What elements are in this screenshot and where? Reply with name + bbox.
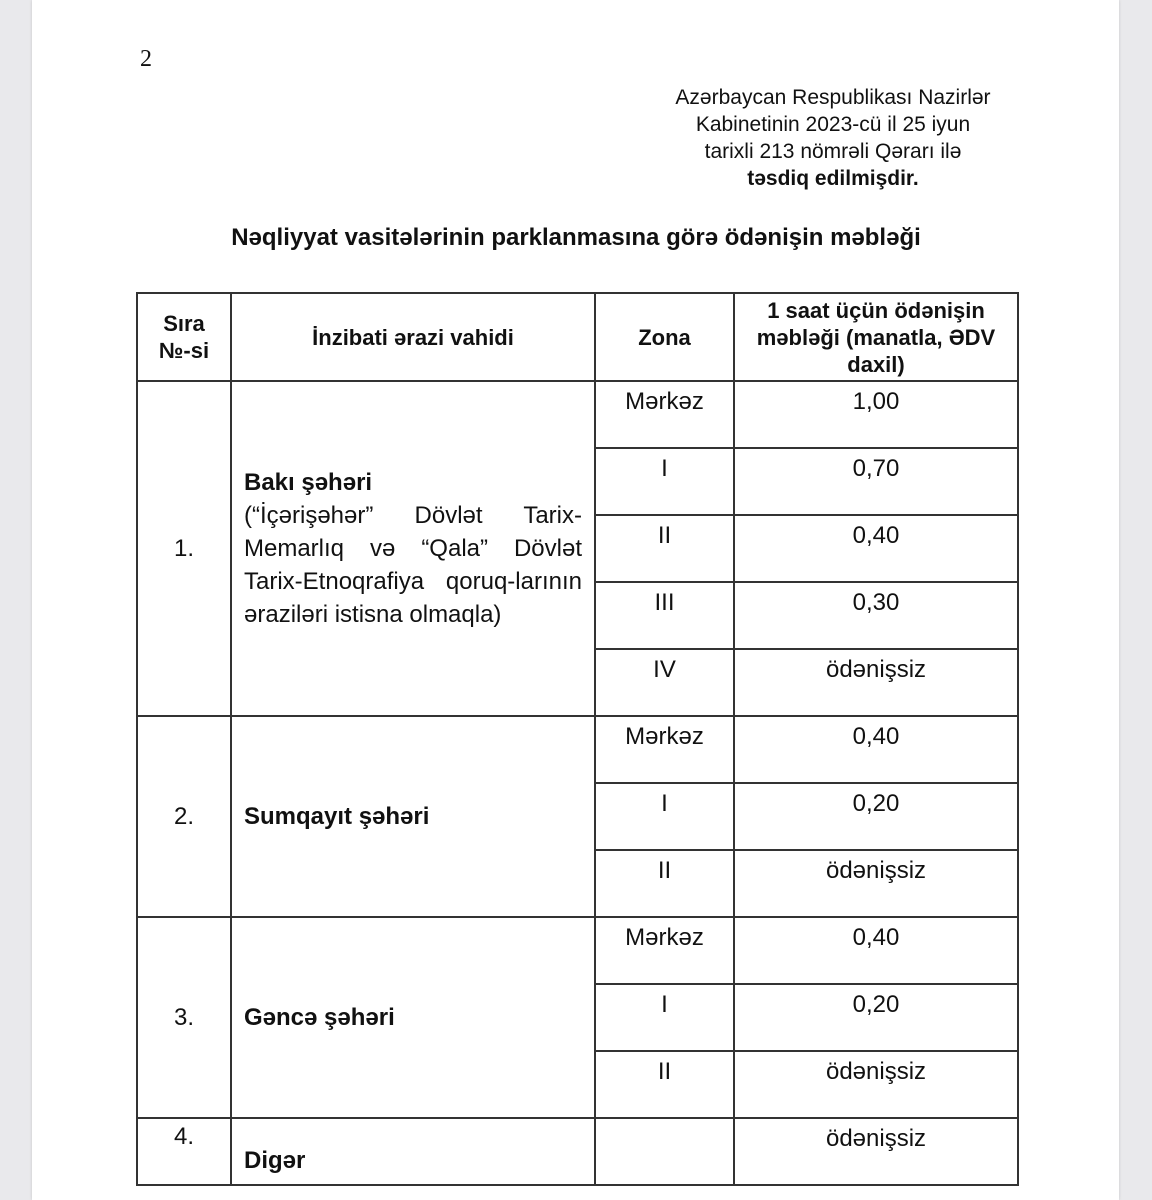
amount-cell: ödənişsiz	[734, 1051, 1018, 1118]
zone-cell: Mərkəz	[595, 917, 734, 984]
unit-note: (“İçərişəhər” Dövlət Tarix-Memarlıq və “Qala” Dövlət Tarix-Etnoqrafiya qoruq-larının əraziləri istisna olmaqla)	[244, 502, 582, 628]
table-row	[137, 716, 1018, 783]
header-unit: İnzibati ərazi vahidi	[231, 293, 595, 381]
row-number: 2.	[137, 716, 231, 917]
header-amount: 1 saat üçün ödənişin məbləği (manatla, ƏDV daxil)	[734, 293, 1018, 381]
unit-name: Sumqayıt şəhəri	[244, 802, 430, 830]
header-zone: Zona	[595, 293, 734, 381]
zone-cell: Mərkəz	[595, 716, 734, 783]
zone-cell: II	[595, 515, 734, 582]
row-number: 4.	[137, 1118, 231, 1185]
approval-line: Azərbaycan Respublikası Nazirlər	[675, 86, 991, 109]
amount-cell: 0,20	[734, 984, 1018, 1051]
zone-cell: I	[595, 448, 734, 515]
amount-cell: 1,00	[734, 381, 1018, 448]
zone-cell: III	[595, 582, 734, 649]
header-num: Sıra №-si	[137, 293, 231, 381]
zone-cell: II	[595, 1051, 734, 1118]
amount-cell: ödənişsiz	[734, 649, 1018, 716]
zone-cell: Mərkəz	[595, 381, 734, 448]
amount-cell: 0,70	[734, 448, 1018, 515]
amount-cell: 0,40	[734, 917, 1018, 984]
parking-fee-table	[136, 292, 1019, 1186]
unit-name: Bakı şəhəri	[244, 469, 373, 496]
table-row	[137, 917, 1018, 984]
amount-cell: 0,20	[734, 783, 1018, 850]
zone-cell: I	[595, 984, 734, 1051]
row-number: 3.	[137, 917, 231, 1118]
page-number: 2	[140, 46, 152, 72]
table-row	[137, 381, 1018, 448]
zone-cell: II	[595, 850, 734, 917]
amount-cell: 0,40	[734, 716, 1018, 783]
unit-name: Digər	[244, 1146, 306, 1174]
amount-cell: 0,30	[734, 582, 1018, 649]
approval-note	[640, 84, 1026, 192]
amount-cell: 0,40	[734, 515, 1018, 582]
row-number: 1.	[137, 381, 231, 716]
approval-bold-line: təsdiq edilmişdir.	[747, 167, 919, 190]
zone-cell	[595, 1118, 734, 1185]
approval-line: tarixli 213 nömrəli Qərarı ilə	[704, 140, 962, 163]
unit-cell	[231, 716, 595, 917]
zone-cell: I	[595, 783, 734, 850]
amount-cell: ödənişsiz	[734, 1118, 1018, 1185]
document-title: Nəqliyyat vasitələrinin parklanmasına görə ödənişin məbləği	[231, 224, 921, 251]
unit-cell	[231, 381, 595, 716]
unit-name: Gəncə şəhəri	[244, 1003, 395, 1031]
table-header-row	[137, 293, 1018, 381]
approval-line: Kabinetinin 2023-cü il 25 iyun	[695, 113, 971, 136]
unit-cell	[231, 1118, 595, 1185]
amount-cell: ödənişsiz	[734, 850, 1018, 917]
unit-cell	[231, 917, 595, 1118]
zone-cell: IV	[595, 649, 734, 716]
table-row	[137, 1118, 1018, 1185]
